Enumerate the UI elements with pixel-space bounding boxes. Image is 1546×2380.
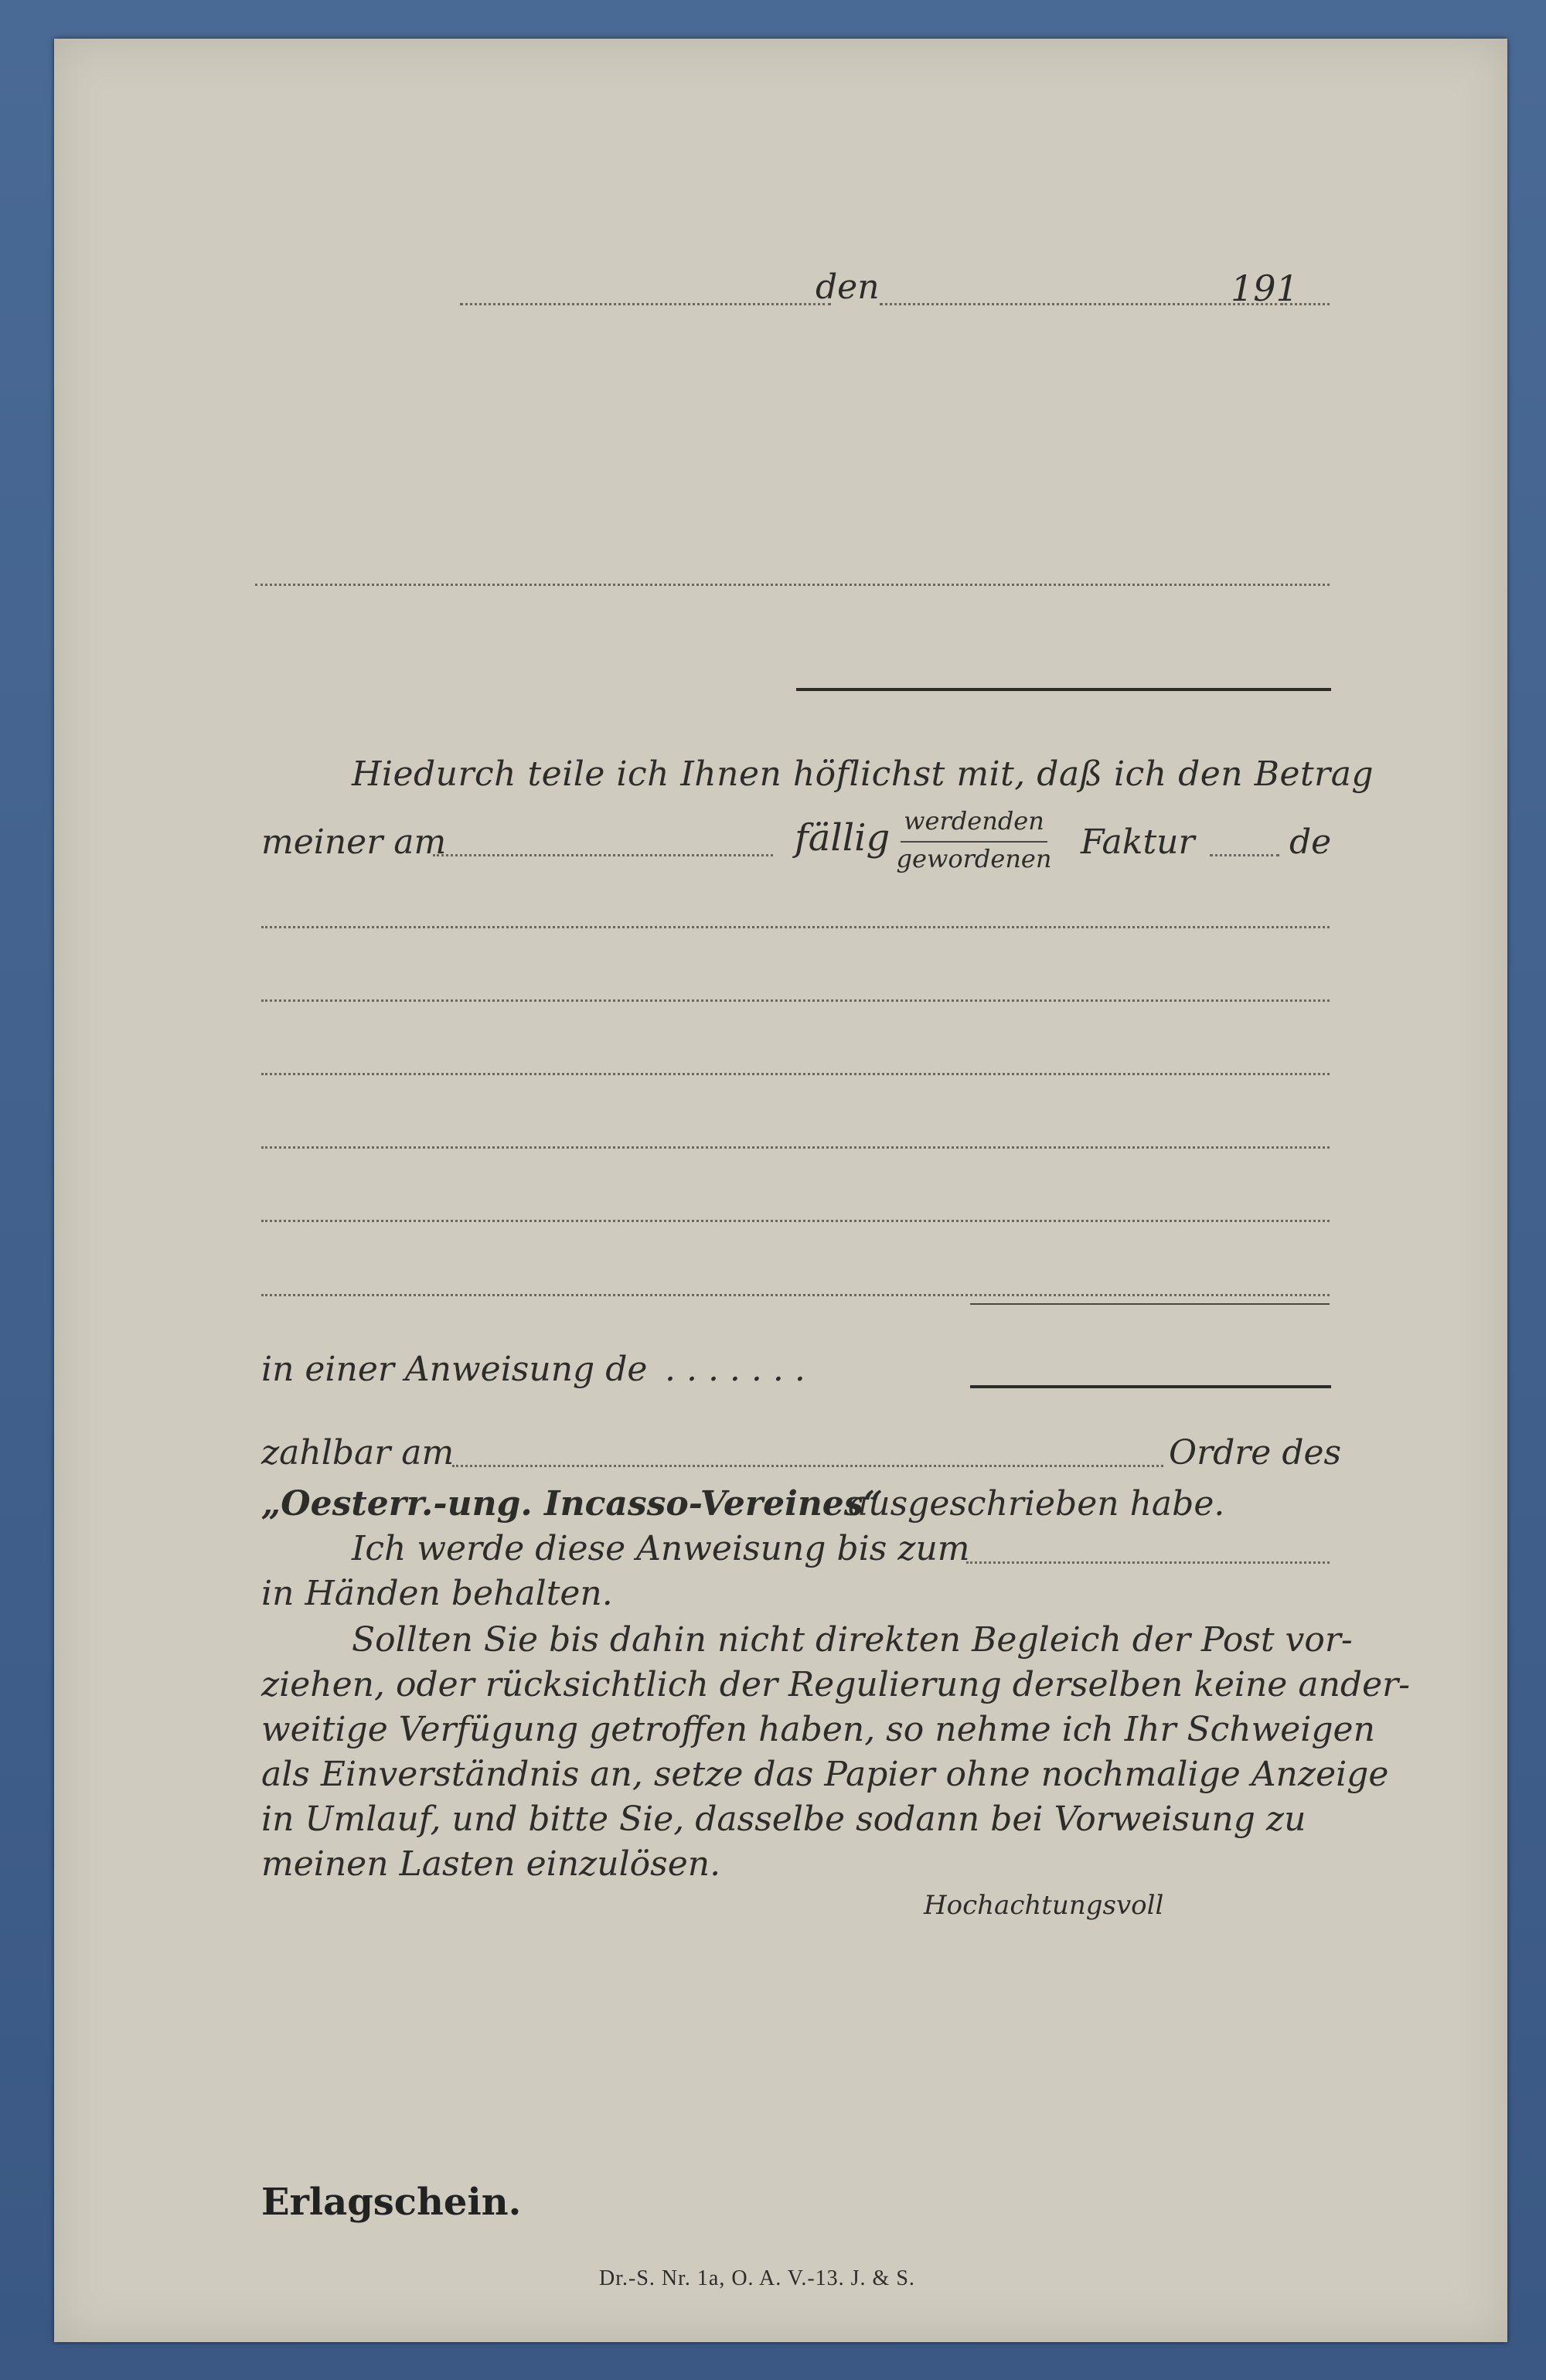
zahlbar-am-label: zahlbar am (261, 1433, 455, 1473)
text-dotted-line-3[interactable] (261, 1073, 1330, 1075)
text-dotted-line-4[interactable] (261, 1146, 1330, 1149)
faktur-label: Faktur (1081, 822, 1195, 862)
paragraph-line-3: weitige Verfügung getroffen haben, so nehme ich Ihr Schweigen (261, 1710, 1375, 1749)
closing-hochachtungsvoll: Hochachtungsvoll (924, 1890, 1164, 1921)
paragraph-line-4: als Einverständnis an, setze das Papier ohne nochmalige Anzeige (261, 1755, 1389, 1794)
anweisung-dots: . . . . . . . (665, 1350, 805, 1389)
amount-solid-line[interactable] (970, 1385, 1331, 1388)
erlagschein-heading: Erlagschein. (261, 2181, 522, 2224)
body-line-1: Hiedurch teile ich Ihnen höflichst mit, daß ich den Betrag (352, 754, 1374, 794)
text-dotted-line-2[interactable] (261, 999, 1330, 1002)
meiner-am-label: meiner am (261, 822, 447, 862)
addressee-solid-line[interactable] (796, 688, 1331, 691)
paragraph-line-1: Sollten Sie bis dahin nicht direkten Begleich der Post vor- (352, 1620, 1353, 1660)
werdenden-label: werdenden (904, 806, 1044, 836)
ausgeschrieben-label: ausgeschrieben habe. (848, 1484, 1225, 1524)
text-dotted-line-1[interactable] (261, 926, 1330, 928)
den-label: den (816, 267, 880, 307)
printer-imprint: Dr.-S. Nr. 1a, O. A. V.-13. J. & S. (599, 2266, 915, 2290)
faellig-label: fällig (795, 816, 890, 860)
place-dotted-line[interactable] (460, 303, 831, 305)
paragraph-line-6: meinen Lasten einzulösen. (261, 1844, 721, 1884)
payable-date-dotted-line[interactable] (452, 1465, 1163, 1467)
ordre-des-label: Ordre des (1169, 1433, 1342, 1473)
form-sheet (54, 39, 1507, 2342)
faktur-dotted-line[interactable] (1210, 854, 1279, 856)
invoice-date-dotted-line[interactable] (433, 854, 773, 856)
haenden-label: in Händen behalten. (261, 1574, 613, 1613)
anweisung-label: in einer Anweisung de (261, 1350, 648, 1389)
fraction-bar (901, 841, 1047, 843)
gewordenen-label: gewordenen (896, 844, 1052, 873)
year-dotted-line[interactable] (1285, 303, 1330, 305)
year-label: 191 (1231, 267, 1299, 309)
hold-until-dotted-line[interactable] (966, 1561, 1330, 1564)
sum-underline (970, 1303, 1330, 1305)
paragraph-line-5: in Umlauf, und bitte Sie, dasselbe sodann bei Vorweisung zu (261, 1799, 1306, 1839)
verein-name: „Oesterr.-ung. Incasso-Vereines“ (261, 1484, 883, 1524)
text-dotted-line-5[interactable] (261, 1220, 1330, 1222)
de-label: de (1289, 822, 1332, 862)
date-dotted-line[interactable] (880, 303, 1283, 305)
ich-werde-label: Ich werde diese Anweisung bis zum (352, 1529, 970, 1568)
paragraph-line-2: ziehen, oder rücksichtlich der Regulierung derselben keine ander- (261, 1665, 1411, 1704)
text-dotted-line-6[interactable] (261, 1294, 1330, 1296)
addressee-dotted-line[interactable] (255, 584, 1330, 586)
